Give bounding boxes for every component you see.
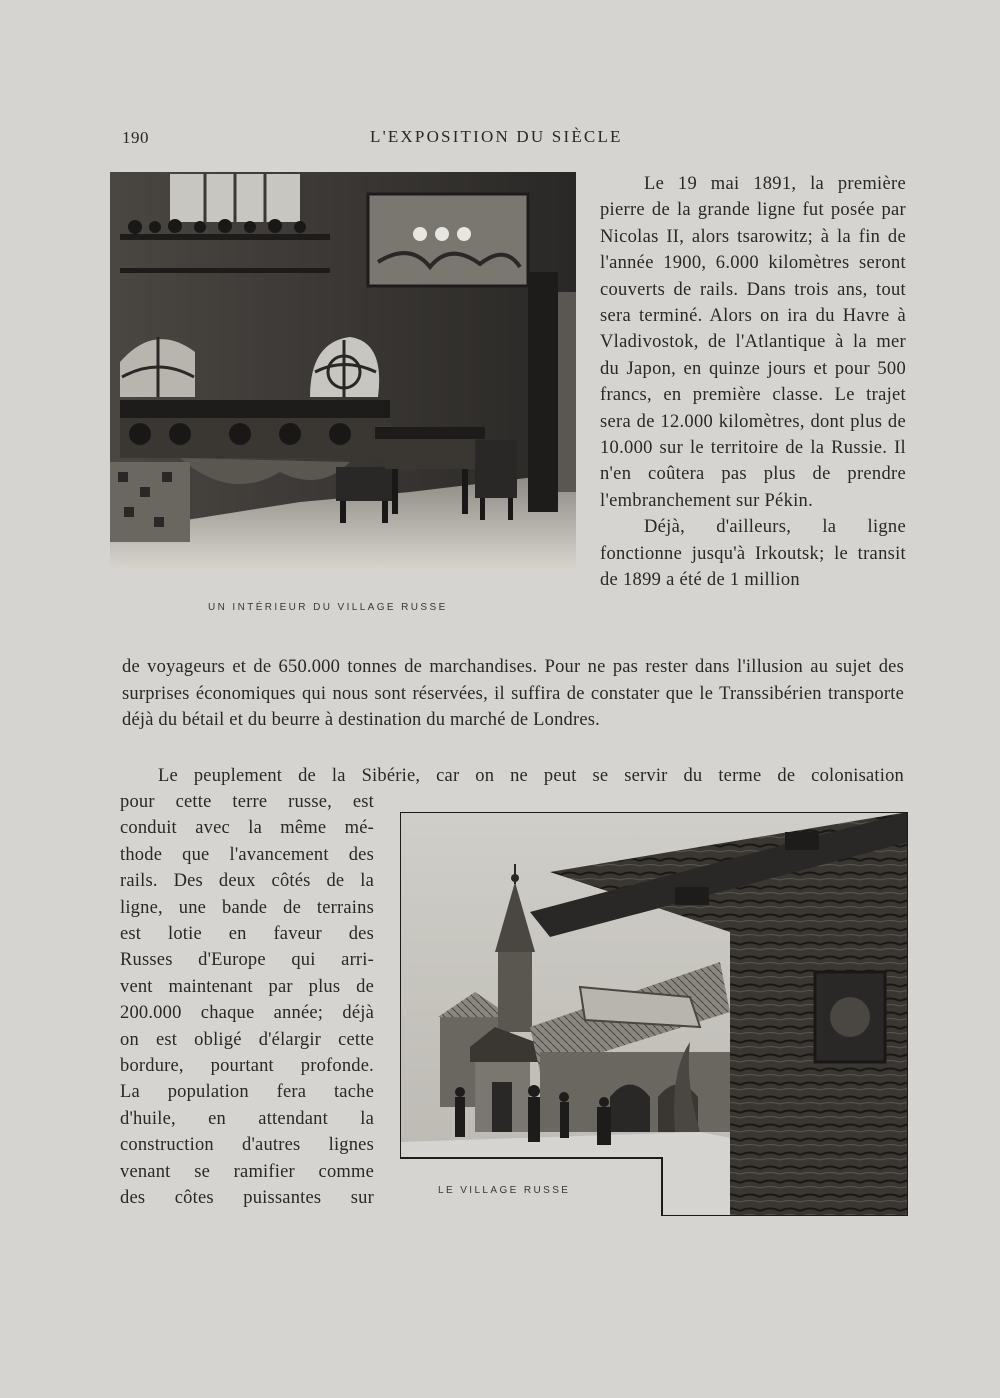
text-line: on est obligé d'élargir cette: [120, 1029, 374, 1050]
text-line: thode que l'avancement des: [120, 844, 374, 865]
page-number: 190: [122, 128, 149, 147]
text-line: vent maintenant par plus de: [120, 976, 374, 997]
paragraph-lead-line: Le peuplement de la Sibérie, car on ne peut se servir du terme de colonisation: [158, 766, 904, 786]
text-line: d'huile, en attendant la: [120, 1108, 374, 1129]
figure-interior-caption: UN INTÉRIEUR DU VILLAGE RUSSE: [208, 602, 448, 613]
text-line: des côtes puissantes sur: [120, 1188, 374, 1209]
paragraph-irkoutsk: Déjà, d'ailleurs, la ligne fonctionne jusqu'à Irkoutsk; le transit de 1899 a été de 1 million: [600, 517, 906, 591]
text-line: construction d'autres lignes: [120, 1135, 374, 1156]
text-line: 200.000 chaque année; déjà: [120, 1003, 374, 1024]
text-line: La population fera tache: [120, 1082, 374, 1103]
text-line: pour cette terre russe, est: [120, 792, 374, 812]
text-line: conduit avec la même mé-: [120, 818, 374, 839]
figure-village-image: [400, 812, 908, 1216]
text-line: venant se ramifier comme: [120, 1161, 374, 1182]
text-line: ligne, une bande de terrains: [120, 897, 374, 918]
running-title: L'EXPOSITION DU SIÈCLE: [370, 127, 623, 146]
full-width-paragraph: [122, 654, 904, 734]
text-line: bordure, pourtant profonde.: [120, 1056, 374, 1077]
text-line: Russes d'Europe qui arri-: [120, 950, 374, 971]
paragraph-transsiberien: Le 19 mai 1891, la première pierre de la grande ligne fut posée par Nicolas II, alors tsarowitz; à la fin de l'année 1900, 6.000 kilomètres seront couverts de rails. Dans trois ans, tout sera terminé. Alors on ira du Havre à Vladivostok, de l'Atlantique à la mer du Japon, en quinze jours et pour 500 francs, en première classe. Le trajet sera de 12.000 kilomètres, dont plus de 10.000 sur le territoire de la Russie. Il n'en coûtera pas plus de prendre l'embranchement sur Pékin.: [600, 174, 906, 511]
paragraph-continuation: de voyageurs et de 650.000 tonnes de marchandises. Pour ne pas rester dans l'illusion au sujet des surprises économiques qui nous sont réservées, il suffira de constater que le Transsibérien transporte déjà du bétail et du beurre à destination du marché de Londres.: [122, 657, 904, 731]
text-line: est lotie en faveur des: [120, 924, 374, 945]
column-left-text: [120, 789, 374, 1212]
text-line: rails. Des deux côtés de la: [120, 871, 374, 892]
column-right-text: [600, 171, 906, 594]
figure-interior-image: [110, 172, 576, 570]
figure-village-caption: LE VILLAGE RUSSE: [438, 1185, 571, 1196]
